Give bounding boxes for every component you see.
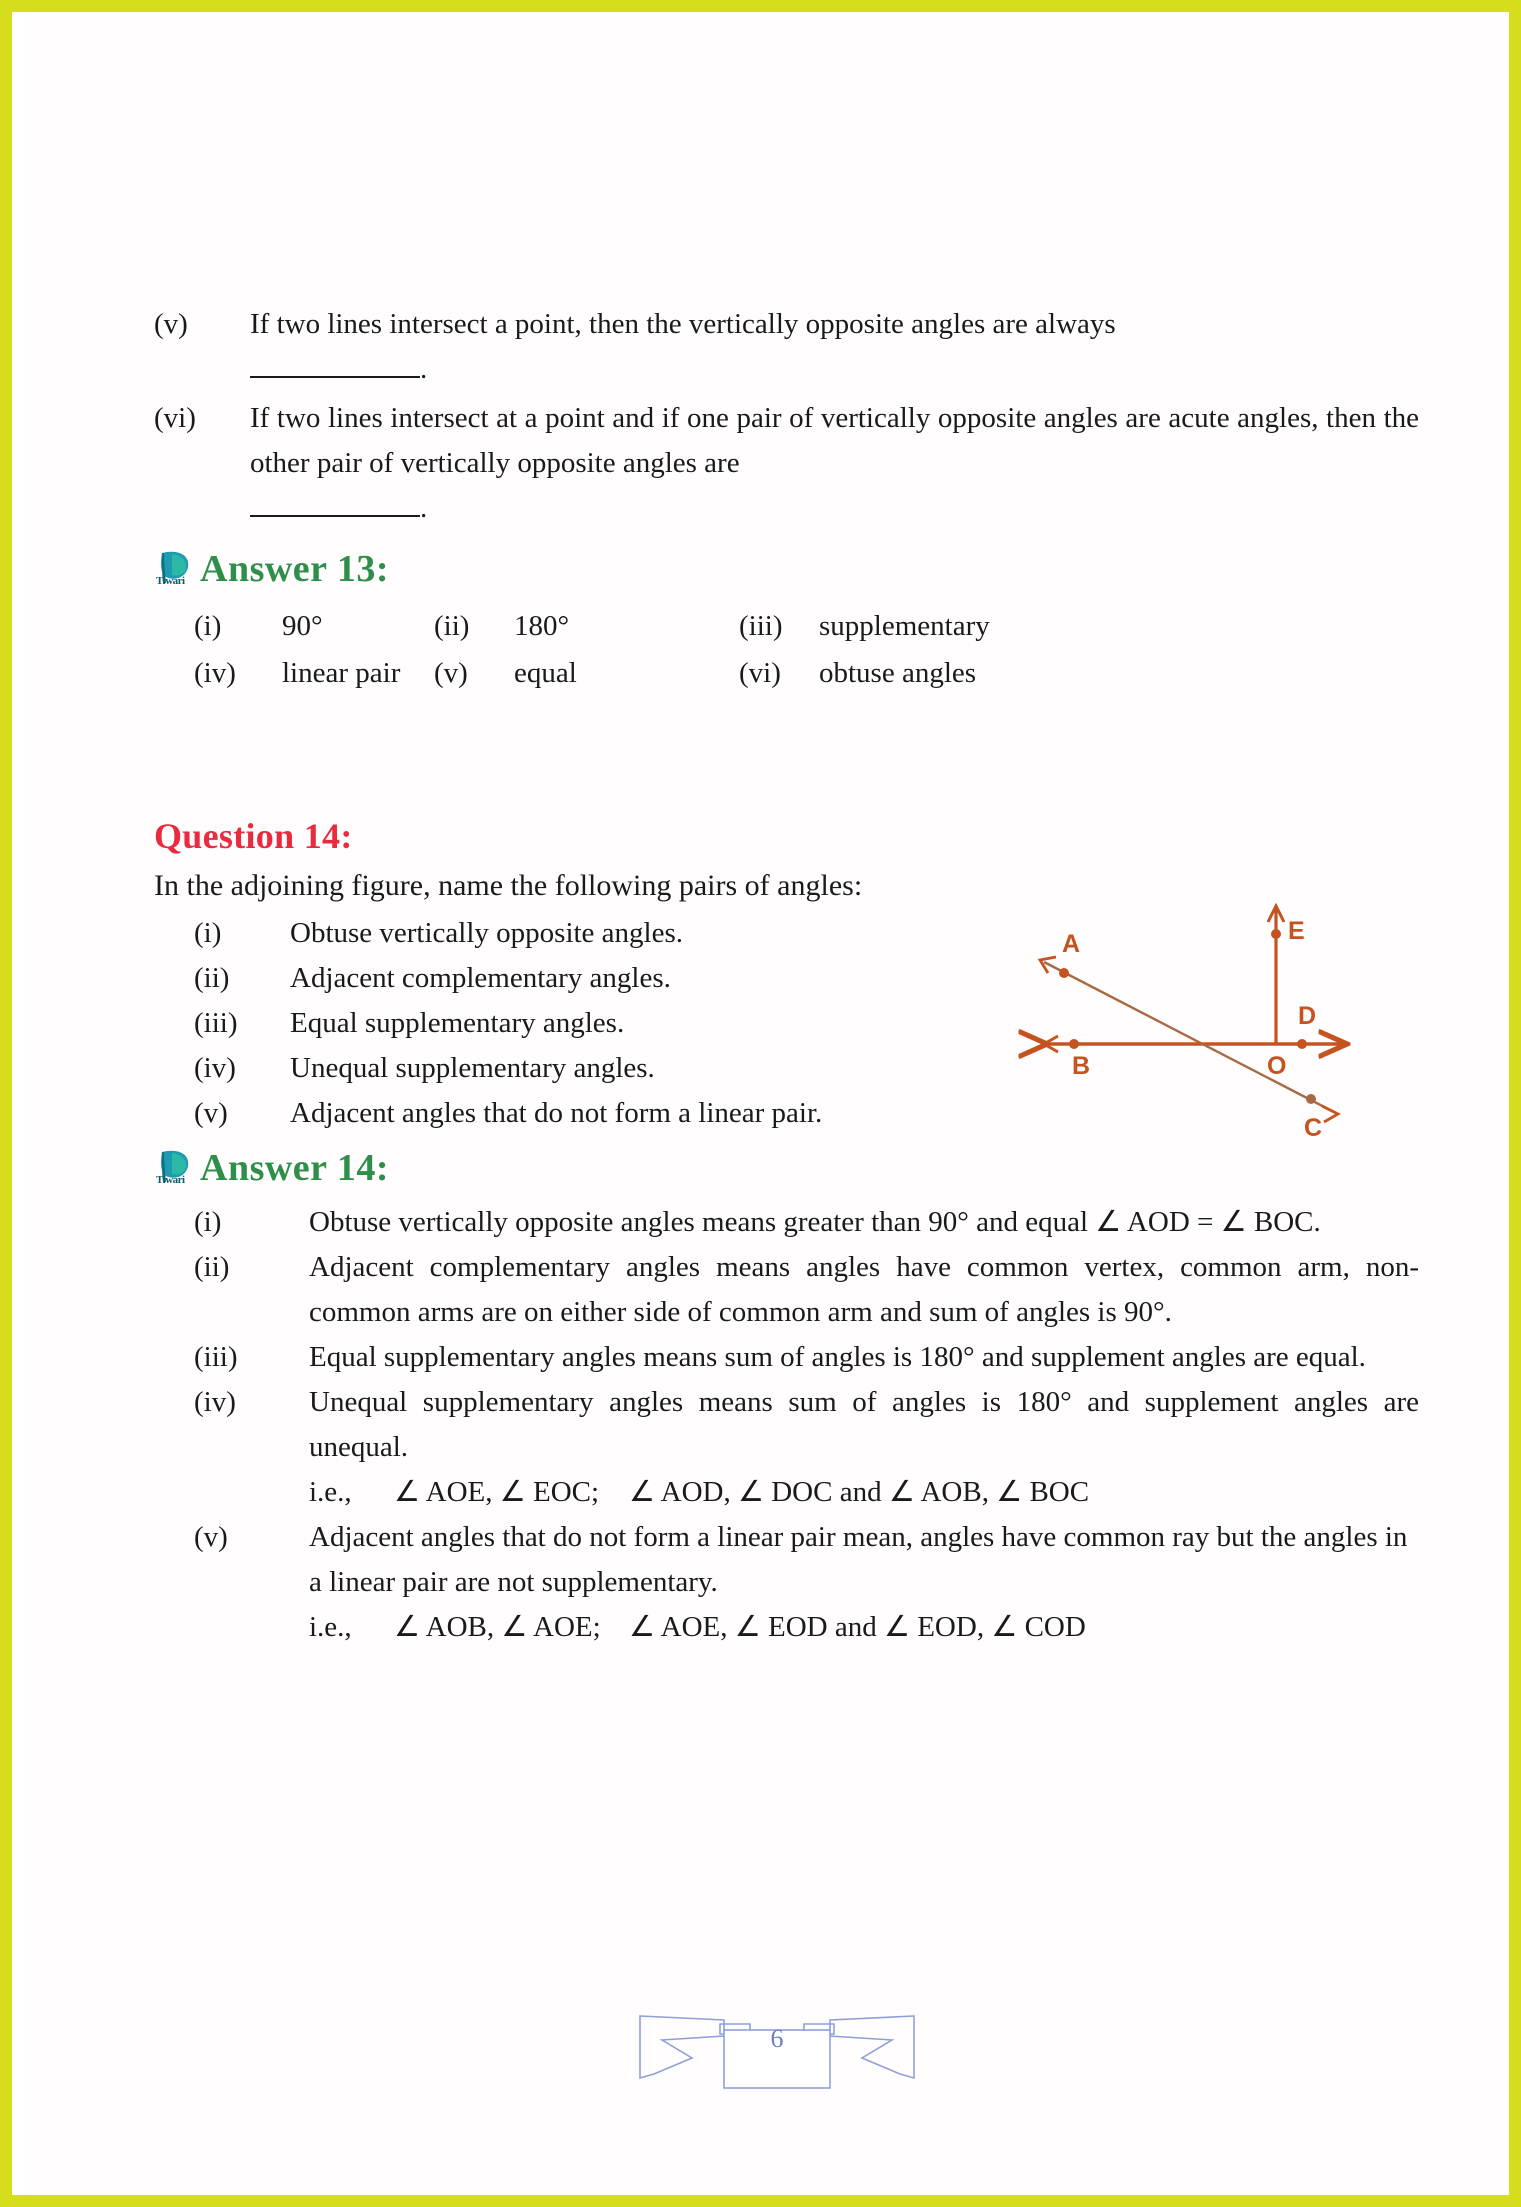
answer13-heading [154,547,1419,591]
list-item-text: Adjacent complementary angles. [290,962,671,994]
figure-label-d: D [1298,1002,1317,1030]
list-item-numeral: (v) [194,1521,228,1553]
list-item-text: Obtuse vertically opposite angles means greater than 90° and equal ∠ AOD = ∠ BOC. [309,1206,1321,1238]
logo-wordmark: Tiwari [156,1174,185,1186]
figure-label-a: A [1062,930,1081,958]
cell-value: 90° [282,610,323,642]
question14-intro: In the adjoining figure, name the following pairs of angles: [154,869,863,902]
page-footer-ribbon [632,1990,922,2100]
answer13-grid [194,603,1419,697]
list-item-text: Obtuse vertically opposite angles. [290,917,684,949]
figure-label-o: O [1267,1052,1287,1080]
figure-label-c: C [1304,1114,1323,1142]
list-item-numeral: (iii) [194,1341,238,1373]
point-b-dot [1069,1039,1079,1049]
list-item-text-suffix: . [420,353,428,385]
list-item-numeral: (i) [194,917,222,949]
list-item-numeral: (iv) [194,1386,236,1418]
list-item-text: Equal supplementary angles. [290,1007,625,1039]
list-item [194,1380,1419,1515]
list-item-text-suffix: . [420,492,428,524]
list-item-numeral: (iii) [194,1007,238,1039]
list-item [194,1515,1419,1650]
angles-figure [1004,884,1394,1174]
list-item [194,1335,1419,1380]
cell-value: supplementary [819,610,990,642]
cell-value: equal [514,657,577,689]
answer14-title: Answer 14: [200,1147,390,1189]
leaf-logo-icon [154,1146,194,1190]
list-item-text: Adjacent complementary angles means angles have common vertex, common arm, non-common arms are on either side of common arm and sum of angles is 90°. [309,1251,1419,1328]
cell-numeral: (ii) [434,610,470,642]
list-item-text [250,396,1419,531]
figure-label-e: E [1288,917,1305,945]
list-item-example [309,1470,1419,1515]
list-item-text-part: If two lines intersect a point, then the vertically opposite angles are always [250,308,1116,340]
list-item-numeral: (v) [154,308,188,340]
page-sheet [24,12,1509,2195]
arrowhead-lower-right [1322,1106,1338,1122]
cell-numeral: (iii) [739,610,783,642]
list-item-example [309,1605,1419,1650]
list-item-body [309,1515,1419,1650]
example-pair-a: ∠ AOB, ∠ AOE; [394,1611,601,1643]
table-row [194,650,1419,697]
point-e-dot [1271,929,1281,939]
figure-label-b: B [1072,1052,1091,1080]
list-item-numeral: (ii) [194,1251,230,1283]
list-item-text [250,302,1419,392]
example-label: i.e., [309,1476,352,1508]
example-pair-b: ∠ AOE, ∠ EOD and ∠ EOD, ∠ COD [629,1611,1086,1643]
cell-value: 180° [514,610,570,642]
list-item-numeral: (v) [194,1097,228,1129]
question14-title: Question 14: [154,816,353,856]
page-number: 6 [770,2024,784,2053]
cell-numeral: (i) [194,610,222,642]
list-item [194,1200,1419,1245]
answer14-list [194,1200,1419,1650]
list-item-text: Equal supplementary angles means sum of angles is 180° and supplement angles are equal. [309,1341,1366,1373]
example-pair-a: ∠ AOE, ∠ EOC; [394,1476,600,1508]
list-item-text: Adjacent angles that do not form a linear pair mean, angles have common ray but the angles in a linear pair are not supplementary. [309,1521,1408,1598]
list-item-text-part: If two lines intersect at a point and if one pair of vertically opposite angles are acute angles, then the other pair of vertically opposite angles are [250,402,1419,479]
cell-value: linear pair [282,657,401,689]
list-item [154,302,1419,392]
list-item-numeral: (i) [194,1206,222,1238]
example-pair-b: ∠ AOD, ∠ DOC and ∠ AOB, ∠ BOC [629,1476,1090,1508]
cell-numeral: (v) [434,657,468,689]
point-d-dot [1297,1039,1307,1049]
cell-numeral: (iv) [194,657,236,689]
list-item [194,1245,1419,1335]
table-row [194,603,1419,650]
point-c-dot [1306,1094,1316,1104]
question13-remaining-items [154,302,1419,531]
list-item-numeral: (iv) [194,1052,236,1084]
list-item-text: Unequal supplementary angles means sum of angles is 180° and supplement angles are unequal. [309,1386,1419,1463]
cell-value: obtuse angles [819,657,977,689]
logo-wordmark: Tiwari [156,575,185,587]
list-item-body [309,1380,1419,1515]
fill-blank-line [250,356,420,378]
point-a-dot [1059,968,1069,978]
example-label: i.e., [309,1611,352,1643]
angles-figure-svg [1004,884,1394,1174]
list-item-numeral: (ii) [194,962,230,994]
ray-ac-body [1044,962,1334,1112]
answer13-title: Answer 13: [200,548,390,590]
list-item-text: Adjacent angles that do not form a linear pair. [290,1097,823,1129]
fill-blank-line [250,495,420,517]
list-item [154,396,1419,531]
list-item-text: Unequal supplementary angles. [290,1052,655,1084]
list-item-numeral: (vi) [154,402,196,434]
leaf-logo-icon [154,547,194,591]
cell-numeral: (vi) [739,657,781,689]
